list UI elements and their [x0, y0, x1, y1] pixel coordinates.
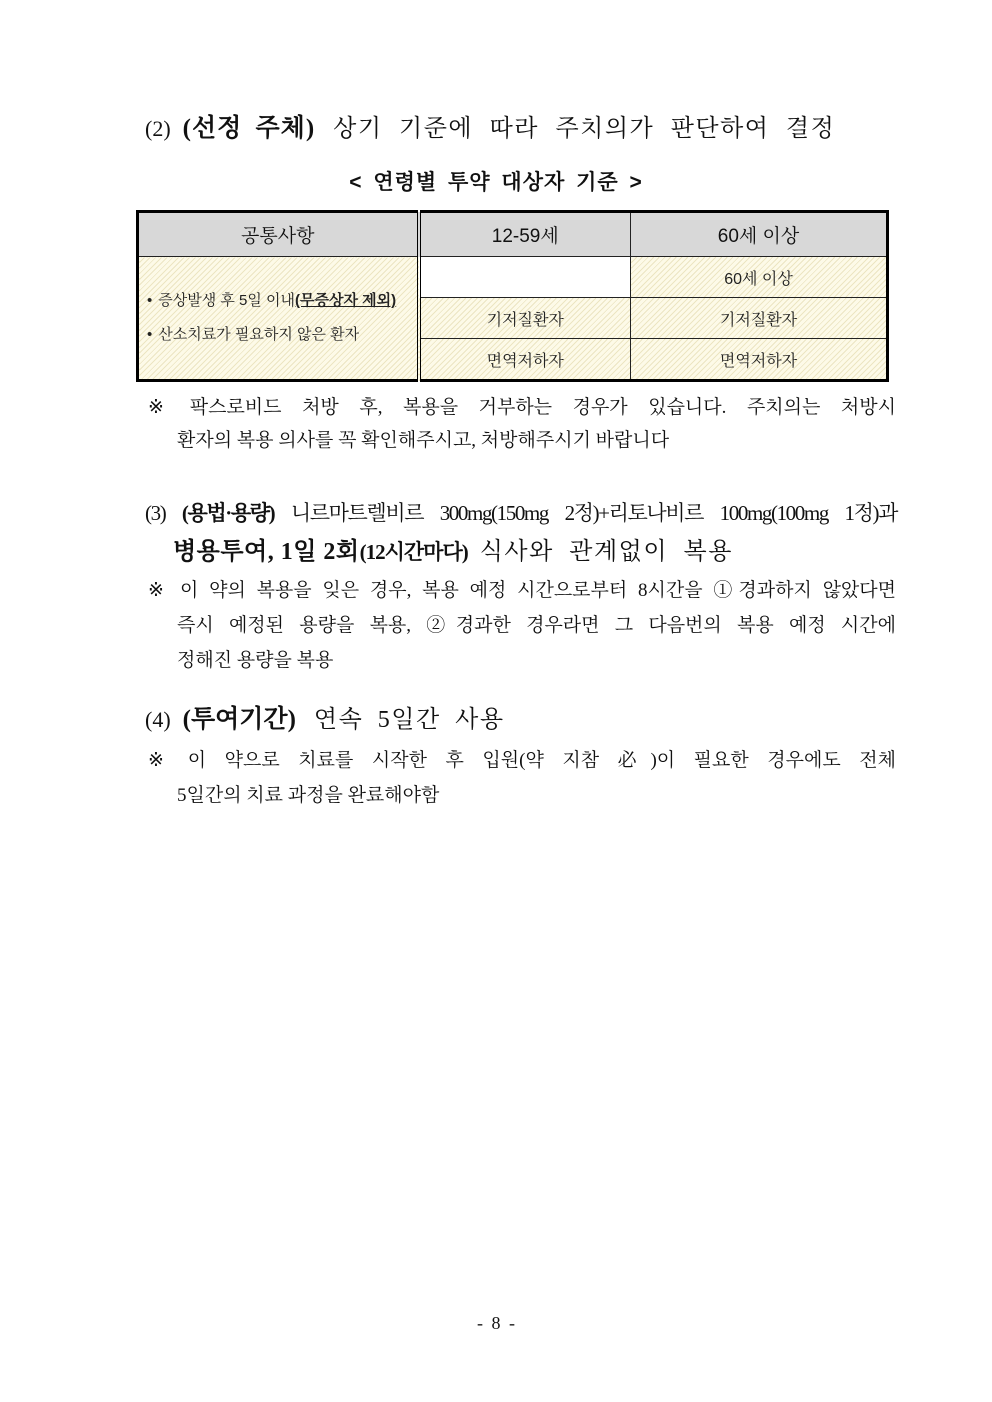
header-age-12-59: 12-59세 [419, 212, 631, 257]
section-4-heading: (투여기간) [182, 706, 296, 733]
note-line: 정해진 용량을 복용 [177, 650, 334, 671]
note-3 [148, 743, 896, 813]
note-line [148, 391, 896, 424]
section-4-number: (4) [145, 707, 171, 732]
section-4-text: 연속 5일간 사용 [313, 707, 505, 733]
common-condition-text: 증상발생 후 5일 이내 [158, 292, 296, 309]
note-2 [148, 573, 896, 678]
criteria-table [136, 210, 889, 382]
cell-age-12-59 [419, 257, 631, 298]
note-marker: ※ [148, 397, 180, 418]
section-3-line-1 [145, 497, 897, 529]
note-text: 이 약의 복용을 잊은 경우, 복용 예정 시간으로부터 8시간을 ①경과하지 않았다면 [179, 580, 896, 601]
section-2-line [145, 112, 835, 146]
note-line [148, 573, 896, 608]
note-line: 즉시 예정된 용량을 복용, ②경과한 경우라면 그 다음번의 복용 예정 시간에 [177, 615, 896, 636]
cell-age-60-plus: 면역저하자 [631, 339, 888, 381]
section-4-line [145, 703, 505, 737]
cell-age-12-59: 기저질환자 [419, 298, 631, 339]
note-marker: ※ [148, 580, 170, 601]
note-line: 5일간의 치료 과정을 완료해야함 [177, 785, 440, 806]
bullet-icon: • [147, 326, 153, 343]
header-age-60-plus: 60세 이상 [631, 212, 888, 257]
note-text: 이 약으로 치료를 시작한 후 입원(약 지참 必)이 필요한 경우에도 전체 [187, 750, 896, 771]
page-number: - 8 - [477, 1313, 515, 1333]
section-3-text: 니르마트렐비르 300mg(150mg 2정)+리토나비르 100mg(100mg 1정)과 [290, 501, 897, 525]
common-condition-item [147, 284, 417, 318]
common-condition-emphasis: (무증상자 제외) [295, 292, 397, 309]
note-line: 환자의 복용 의사를 꼭 확인해주시고, 처방해주시기 바랍니다 [177, 430, 670, 451]
section-2-heading: (선정 주체) [182, 115, 316, 142]
note-marker: ※ [148, 750, 178, 771]
section-3-dosage-bold: 병용투여, 1일 2회 [173, 539, 360, 565]
section-3-number: (3) [145, 501, 166, 525]
section-3-rest: 식사와 관계없이 복용 [479, 539, 733, 565]
cell-age-12-59: 면역저하자 [419, 339, 631, 381]
section-3-heading: (용법·용량) [181, 501, 275, 525]
header-common: 공통사항 [138, 212, 419, 257]
section-2-text: 상기 기준에 따라 주치의가 판단하여 결정 [333, 116, 836, 142]
common-condition-text: 산소치료가 필요하지 않은 환자 [158, 326, 360, 343]
common-conditions-cell [138, 257, 419, 381]
cell-age-60-plus: 기저질환자 [631, 298, 888, 339]
section-3-line-2 [173, 535, 733, 569]
section-3-interval-bold: (12시간마다) [359, 540, 468, 564]
bullet-icon: • [147, 292, 153, 309]
note-1 [148, 391, 896, 457]
cell-age-60-plus: 60세 이상 [631, 257, 888, 298]
table-row [138, 257, 888, 298]
table-header-row [138, 212, 888, 257]
table-title: < 연령별 투약 대상자 기준 > [349, 171, 643, 194]
section-2-number: (2) [145, 116, 171, 141]
note-text: 팍스로비드 처방 후, 복용을 거부하는 경우가 있습니다. 주치의는 처방시 [189, 397, 896, 418]
note-line [148, 743, 896, 778]
common-condition-item [147, 318, 417, 352]
